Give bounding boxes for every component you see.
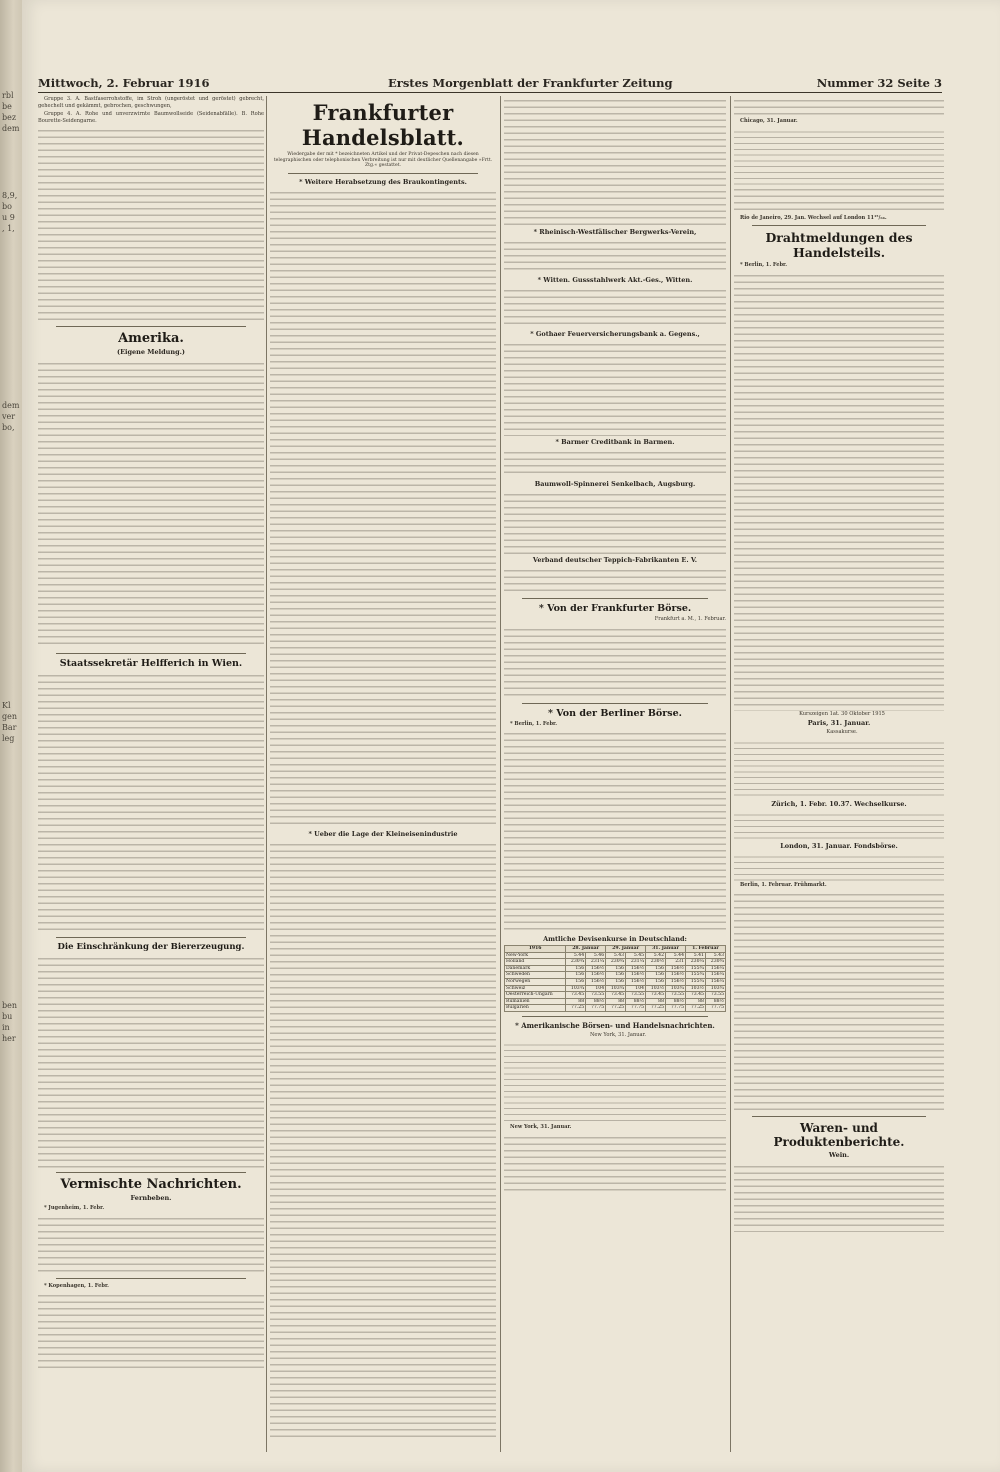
dateline: Frankfurt a. M., 1. Februar. bbox=[654, 616, 726, 622]
rate-cell: 73.45 bbox=[566, 992, 586, 999]
dateline bbox=[504, 721, 726, 728]
table-title: Paris, 31. Januar. bbox=[807, 719, 871, 727]
column-rule bbox=[500, 96, 501, 1452]
section-title-berliner-boerse: * Von der Berliner Börse. bbox=[548, 707, 682, 719]
rate-cell: 104 bbox=[586, 985, 606, 992]
rate-cell: 230¾ bbox=[566, 959, 586, 966]
section-divider bbox=[56, 653, 246, 654]
table-title: Amtliche Devisenkurse in Deutschland: bbox=[543, 935, 687, 943]
column-4 bbox=[734, 96, 944, 1452]
section-title-amerikanische: * Amerikanische Börsen- und Handelsnachrichten. bbox=[515, 1020, 715, 1030]
intro-paragraph: Gruppe 3. A. Bastfaserrohstoffe, im Stroh (ungeröstet und geröstet) gebrecht, gehechelt und gekämmt, gebrochen, geschwungen, bbox=[38, 96, 264, 109]
rate-cell: 104 bbox=[626, 985, 646, 992]
table-title: London, 31. Januar. Fondsbörse. bbox=[780, 841, 898, 850]
currency-name: Bulgarien bbox=[505, 1005, 566, 1012]
rate-cell: 103½ bbox=[686, 985, 706, 992]
rate-cell: 156½ bbox=[666, 978, 686, 985]
rate-cell: 231 bbox=[666, 959, 686, 966]
news-item-lead bbox=[38, 1283, 264, 1290]
rate-cell: 156 bbox=[646, 972, 666, 979]
rate-cell: 156 bbox=[606, 978, 626, 985]
rate-cell: 5.45 bbox=[626, 952, 646, 959]
section-divider bbox=[56, 1172, 246, 1173]
dateline: New York, 31. Januar. bbox=[589, 1031, 647, 1038]
market-table-block bbox=[734, 852, 944, 882]
section-title-frankfurter-boerse: * Von der Frankfurter Börse. bbox=[538, 603, 692, 614]
rate-cell: 231¼ bbox=[586, 959, 606, 966]
rate-cell: 155¾ bbox=[686, 965, 706, 972]
table-row bbox=[505, 965, 726, 972]
article-text-block bbox=[270, 840, 496, 1440]
currency-name: Rumänien bbox=[505, 998, 566, 1005]
column-1 bbox=[38, 96, 264, 1452]
table-row bbox=[505, 952, 726, 959]
rate-cell: 103¾ bbox=[666, 985, 686, 992]
section-title-waren: Waren- und Produktenberichte. bbox=[773, 1121, 905, 1149]
section-divider bbox=[522, 1016, 708, 1017]
section-divider bbox=[752, 1116, 926, 1117]
rate-cell: 230¾ bbox=[705, 959, 725, 966]
dateline-text: * Berlin, 1. Febr. bbox=[510, 720, 558, 727]
masthead-date: Mittwoch, 2. Februar 1916 bbox=[38, 76, 210, 90]
rate-cell: 73.45 bbox=[646, 992, 666, 999]
rate-cell: 156 bbox=[646, 965, 666, 972]
section-divider bbox=[288, 173, 478, 174]
article-text-block bbox=[504, 448, 726, 478]
kurs-line: Kurszeigen 1at. 30 Oktober 1915 bbox=[799, 710, 885, 717]
news-item-lead bbox=[38, 1205, 264, 1212]
rate-cell: 5.43 bbox=[705, 952, 725, 959]
handelsblatt-title: Frankfurter Handelsblatt. bbox=[301, 100, 465, 150]
rate-cell: 77.25 bbox=[606, 1005, 626, 1012]
rate-cell: 73.55 bbox=[586, 992, 606, 999]
currency-name: New-York bbox=[505, 952, 566, 959]
column-3 bbox=[504, 96, 726, 1452]
article-text-block bbox=[734, 271, 944, 711]
table-row bbox=[505, 978, 726, 985]
section-divider bbox=[522, 703, 708, 704]
dateline bbox=[734, 118, 944, 125]
table-row bbox=[505, 972, 726, 979]
article-text-block bbox=[504, 566, 726, 594]
article-text-block bbox=[734, 890, 944, 1112]
section-subtitle-fernbeben: Fernbeben. bbox=[130, 1194, 172, 1202]
rate-cell: 156½ bbox=[586, 965, 606, 972]
section-divider bbox=[56, 937, 246, 938]
rate-cell: 5.46 bbox=[586, 952, 606, 959]
currency-name: Oesterreich-Ungarn bbox=[505, 992, 566, 999]
rate-cell: 156 bbox=[566, 978, 586, 985]
rate-cell: 231¼ bbox=[626, 959, 646, 966]
article-text-block bbox=[504, 340, 726, 436]
column-rule bbox=[266, 96, 267, 1452]
article-headline: Baumwoll-Spinnerei Senkelbach, Augsburg. bbox=[534, 480, 696, 488]
article-text-block bbox=[38, 671, 264, 933]
rate-cell: 230¾ bbox=[606, 959, 626, 966]
rate-cell: 73.55 bbox=[626, 992, 646, 999]
dateline-text: New York, 31. Januar. bbox=[510, 1124, 572, 1131]
rate-cell: 73.55 bbox=[666, 992, 686, 999]
section-divider bbox=[56, 326, 246, 327]
section-title-bier: Die Einschränkung der Biererzeugung. bbox=[57, 942, 245, 952]
rate-cell: 156½ bbox=[626, 978, 646, 985]
column-2 bbox=[270, 96, 496, 1452]
article-text-block bbox=[38, 1214, 264, 1274]
dateline bbox=[734, 882, 944, 889]
section-title-vermischtes: Vermischte Nachrichten. bbox=[60, 1177, 242, 1192]
section-subtitle-wein: Wein. bbox=[828, 1151, 850, 1159]
rate-cell: 156¼ bbox=[705, 978, 725, 985]
table-header: 31. Januar bbox=[646, 946, 686, 953]
article-headline: * Witten. Gussstahlwerk Akt.-Ges., Witten. bbox=[537, 276, 693, 284]
rate-cell: 230¼ bbox=[686, 959, 706, 966]
market-table-block bbox=[504, 1040, 726, 1124]
market-table-block bbox=[734, 738, 944, 798]
masthead-page-number: Nummer 32 Seite 3 bbox=[816, 76, 942, 90]
rate-cell: 156 bbox=[606, 972, 626, 979]
article-text-block bbox=[504, 625, 726, 699]
dateline bbox=[734, 262, 944, 269]
rate-cell: 88½ bbox=[666, 998, 686, 1005]
rate-cell: 5.44 bbox=[566, 952, 586, 959]
article-text-block bbox=[504, 729, 726, 933]
section-title-drahtmeldungen: Drahtmeldungen des Handelsteils. bbox=[765, 230, 913, 260]
dateline-text: Chicago, 31. Januar. bbox=[740, 118, 798, 124]
rate-cell: 73.45 bbox=[606, 992, 626, 999]
column-rule bbox=[730, 96, 731, 1452]
article-text-block bbox=[38, 1291, 264, 1371]
table-title: Zürich, 1. Febr. 10.37. Wechselkurse. bbox=[771, 799, 907, 808]
article-text-block bbox=[38, 359, 264, 649]
section-title-amerika: Amerika. bbox=[118, 331, 184, 346]
masthead-paper-name: Erstes Morgenblatt der Frankfurter Zeitung bbox=[388, 76, 673, 90]
currency-name: Norwegen bbox=[505, 978, 566, 985]
rate-cell: 156½ bbox=[666, 965, 686, 972]
table-row bbox=[505, 1005, 726, 1012]
table-subtitle: Kassakurse. bbox=[826, 729, 858, 735]
rate-cell: 77.25 bbox=[686, 1005, 706, 1012]
table-row bbox=[505, 985, 726, 992]
dateline: * Kopenhagen, 1. Febr. bbox=[44, 1282, 109, 1289]
article-text-block bbox=[504, 490, 726, 554]
rate-cell: 156¼ bbox=[705, 972, 725, 979]
rate-cell: 77.75 bbox=[586, 1005, 606, 1012]
rate-cell: 5.44 bbox=[666, 952, 686, 959]
article-headline: * Rheinisch-Westfälischer Bergwerks-Verein, bbox=[533, 228, 697, 236]
rate-cell: 103¾ bbox=[606, 985, 626, 992]
rate-cell: 88 bbox=[566, 998, 586, 1005]
rate-cell: 88 bbox=[686, 998, 706, 1005]
section-divider bbox=[522, 598, 708, 599]
rate-cell: 77.25 bbox=[566, 1005, 586, 1012]
dateline-text: Berlin, 1. Februar. Frühmarkt. bbox=[740, 881, 827, 888]
rate-cell: 88½ bbox=[626, 998, 646, 1005]
article-text-block bbox=[504, 96, 726, 226]
rate-cell: 5.43 bbox=[606, 952, 626, 959]
currency-name: Holland bbox=[505, 959, 566, 966]
article-headline: Verband deutscher Teppich-Fabrikanten E. V. bbox=[532, 556, 698, 564]
rate-cell: 73.55 bbox=[705, 992, 725, 999]
table-row bbox=[505, 998, 726, 1005]
rate-cell: 5.41 bbox=[686, 952, 706, 959]
article-headline: * Barmer Creditbank in Barmen. bbox=[555, 438, 675, 446]
rate-cell: 156½ bbox=[626, 965, 646, 972]
rate-cell: 156½ bbox=[626, 972, 646, 979]
article-text-block bbox=[734, 96, 944, 118]
rate-cell: 77.75 bbox=[626, 1005, 646, 1012]
market-table-block bbox=[734, 127, 944, 185]
article-text-block bbox=[504, 286, 726, 328]
rate-cell: 156 bbox=[566, 972, 586, 979]
currency-name: Dänemark bbox=[505, 965, 566, 972]
table-row bbox=[505, 992, 726, 999]
dateline-text: * Berlin, 1. Febr. bbox=[740, 262, 788, 268]
article-text-block bbox=[38, 954, 264, 1168]
dateline: * Jugenheim, 1. Febr. bbox=[44, 1205, 105, 1211]
article-text-block bbox=[734, 1162, 944, 1232]
rate-cell: 88 bbox=[606, 998, 626, 1005]
table-header: 1. Februar bbox=[686, 946, 726, 953]
currency-name: Schweden bbox=[505, 972, 566, 979]
rate-cell: 77.25 bbox=[646, 1005, 666, 1012]
rate-cell: 77.75 bbox=[666, 1005, 686, 1012]
article-headline: * Ueber die Lage der Kleineisenindustrie bbox=[308, 829, 458, 838]
section-title-helfferich: Staatssekretär Helfferich in Wien. bbox=[59, 658, 243, 669]
article-text-block bbox=[734, 185, 944, 215]
rate-cell: 103½ bbox=[646, 985, 666, 992]
rate-cell: 156½ bbox=[666, 972, 686, 979]
intro-paragraph: Gruppe 4. A. Rohe und unverzwirnte Baumwollseide (Seidenabfälle). B. Rohe Bourette-Seidengarne. bbox=[38, 111, 264, 124]
market-table-block bbox=[734, 810, 944, 840]
devisen-table bbox=[504, 945, 726, 1012]
article-headline: * Weitere Herabsetzung des Braukontingents. bbox=[299, 177, 467, 186]
table-header: 29. Januar bbox=[606, 946, 646, 953]
table-header: 1916 bbox=[505, 946, 566, 953]
dateline bbox=[504, 1124, 726, 1131]
article-text-block bbox=[270, 188, 496, 828]
rio-line: Rio de Janeiro, 29. Jan. Wechsel auf London 11¹⁵/₆₄. bbox=[740, 214, 887, 221]
article-text-block bbox=[38, 126, 264, 322]
adjacent-page-gutter: rbl be bez dem 8,9, bo u 9 , 1, dem ver bo, Kl gen Bar leg ben bu in her bbox=[0, 0, 22, 1472]
rate-cell: 103¾ bbox=[566, 985, 586, 992]
section-divider bbox=[56, 1278, 246, 1279]
table-row bbox=[505, 959, 726, 966]
currency-name: Schweiz bbox=[505, 985, 566, 992]
rate-cell: 103¾ bbox=[705, 985, 725, 992]
section-subtitle: (Eigene Meldung.) bbox=[117, 348, 185, 356]
table-header: 28. Januar bbox=[566, 946, 606, 953]
rate-cell: 156 bbox=[646, 978, 666, 985]
rate-cell: 73.45 bbox=[686, 992, 706, 999]
rate-cell: 77.75 bbox=[705, 1005, 725, 1012]
rate-cell: 156 bbox=[606, 965, 626, 972]
article-headline: * Gothaer Feuerversicherungsbank a. Gegens., bbox=[530, 330, 700, 338]
reprint-notice: Wiedergabe der mit * bezeichneten Artikel und der Privat-Depeschen nach diesen telegraphischen oder telephonischen Verbreitung ist nur mit deutlicher Quellenangabe »Frtt. Ztg.« gestattet. bbox=[273, 152, 493, 169]
rate-cell: 88½ bbox=[586, 998, 606, 1005]
rate-cell: 155¾ bbox=[686, 972, 706, 979]
masthead bbox=[38, 74, 942, 93]
table-header-row bbox=[505, 946, 726, 953]
rate-cell: 88½ bbox=[705, 998, 725, 1005]
rate-cell: 156¼ bbox=[705, 965, 725, 972]
rate-cell: 5.42 bbox=[646, 952, 666, 959]
rate-cell: 155¾ bbox=[686, 978, 706, 985]
rate-cell: 156 bbox=[566, 965, 586, 972]
rate-cell: 156½ bbox=[586, 978, 606, 985]
section-divider bbox=[752, 225, 926, 226]
article-text-block bbox=[504, 1133, 726, 1193]
rate-cell: 88 bbox=[646, 998, 666, 1005]
article-text-block bbox=[504, 238, 726, 274]
rate-cell: 156½ bbox=[586, 972, 606, 979]
rate-cell: 230½ bbox=[646, 959, 666, 966]
